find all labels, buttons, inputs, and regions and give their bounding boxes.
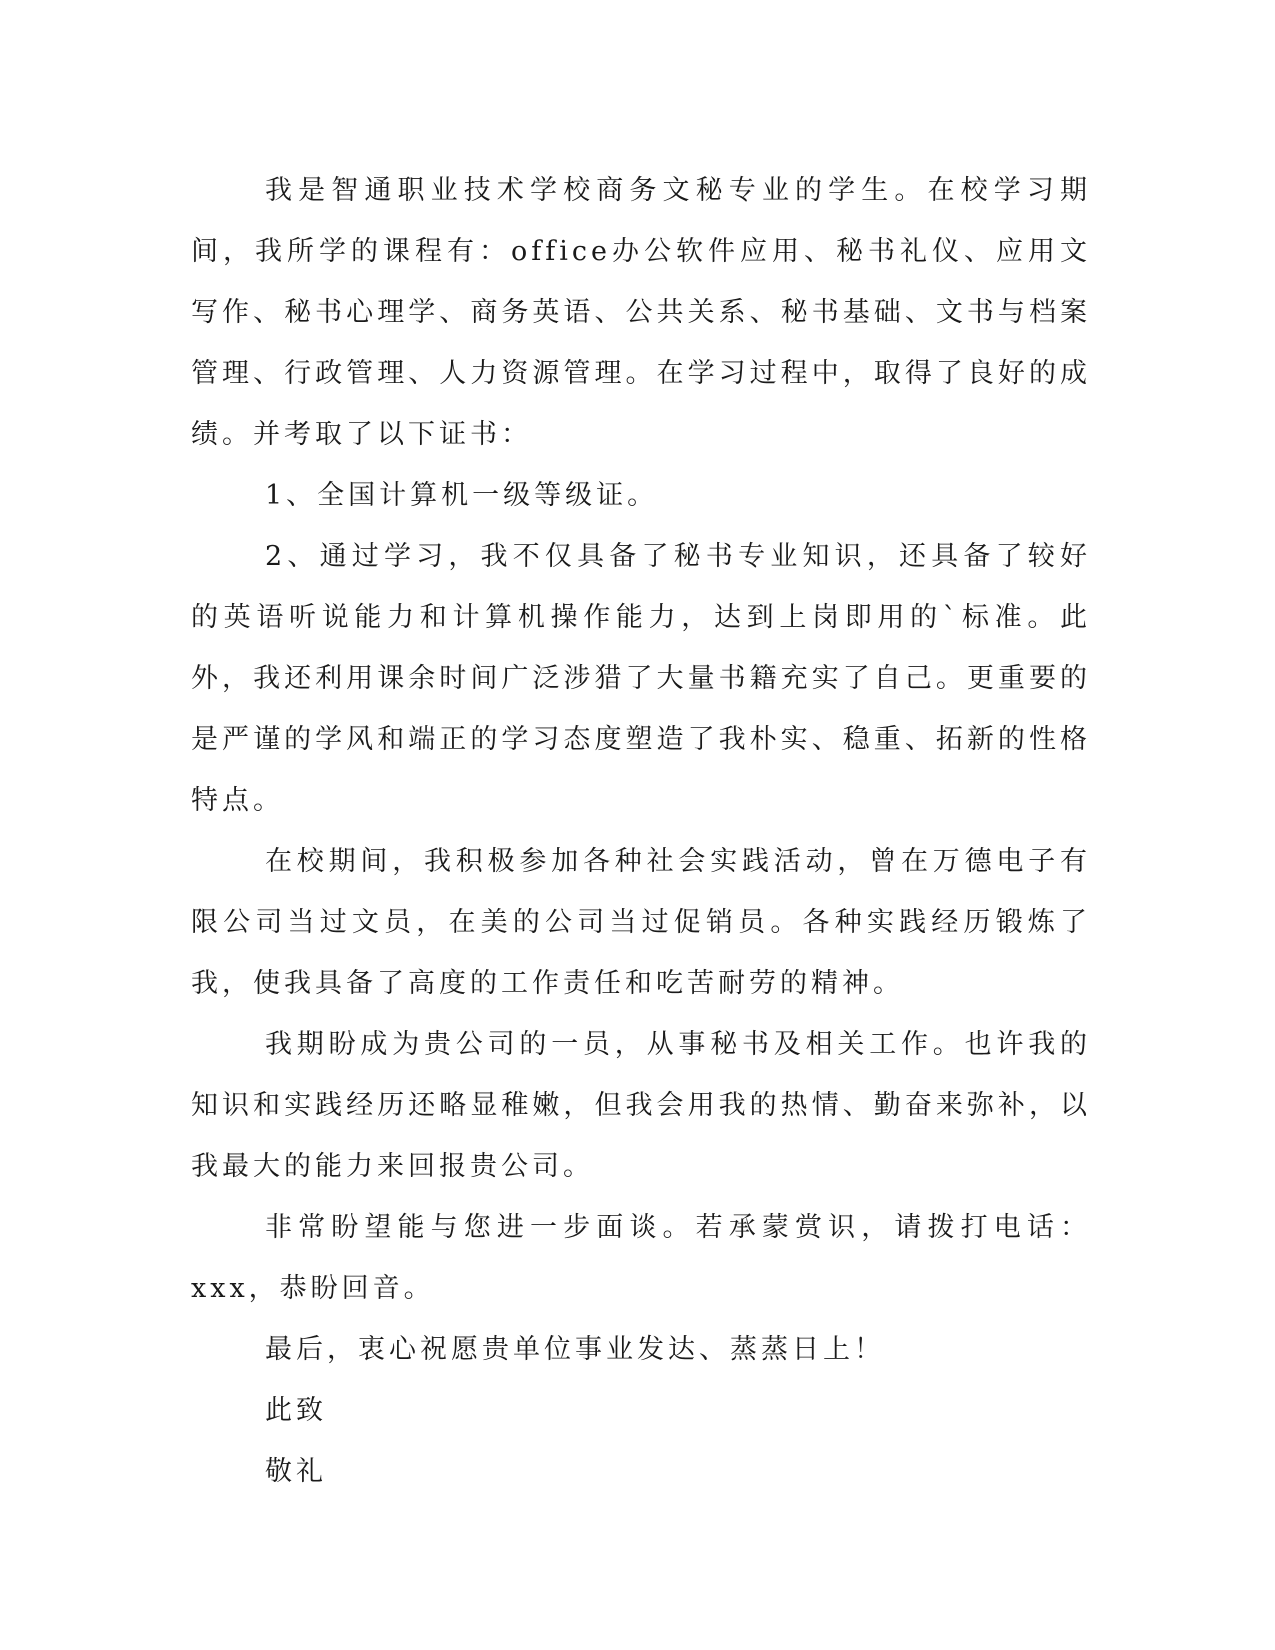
paragraph-certificate-1: 1、全国计算机一级等级证。 xyxy=(265,480,659,511)
closing-regards: 敬礼 xyxy=(265,1456,327,1487)
closing-salutation: 此致 xyxy=(265,1395,327,1426)
letter-body xyxy=(191,160,1091,1502)
paragraph-intro: 我是智通职业技术学校商务文秘专业的学生。在校学习期间，我所学的课程有：office办公软件应用、秘书礼仪、应用文写作、秘书心理学、商务英语、公共关系、秘书基础、文书与档案管理、行政管理、人力资源管理。在学习过程中，取得了良好的成绩。并考取了以下证书： xyxy=(191,175,1091,450)
paragraph-skills: 2、通过学习，我不仅具备了秘书专业知识，还具备了较好的英语听说能力和计算机操作能力，达到上岗即用的`标准。此外，我还利用课余时间广泛涉猎了大量书籍充实了自己。更重要的是严谨的学风和端正的学习态度塑造了我朴实、稳重、拓新的性格特点。 xyxy=(191,541,1091,816)
paragraph-wishes: 最后，衷心祝愿贵单位事业发达、蒸蒸日上！ xyxy=(265,1334,885,1365)
paragraph-contact: 非常盼望能与您进一步面谈。若承蒙赏识，请拨打电话：xxx，恭盼回音。 xyxy=(191,1212,1091,1304)
paragraph-practice: 在校期间，我积极参加各种社会实践活动，曾在万德电子有限公司当过文员，在美的公司当过促销员。各种实践经历锻炼了我，使我具备了高度的工作责任和吃苦耐劳的精神。 xyxy=(191,846,1091,999)
paragraph-aspiration: 我期盼成为贵公司的一员，从事秘书及相关工作。也许我的知识和实践经历还略显稚嫩，但我会用我的热情、勤奋来弥补，以我最大的能力来回报贵公司。 xyxy=(191,1029,1091,1182)
